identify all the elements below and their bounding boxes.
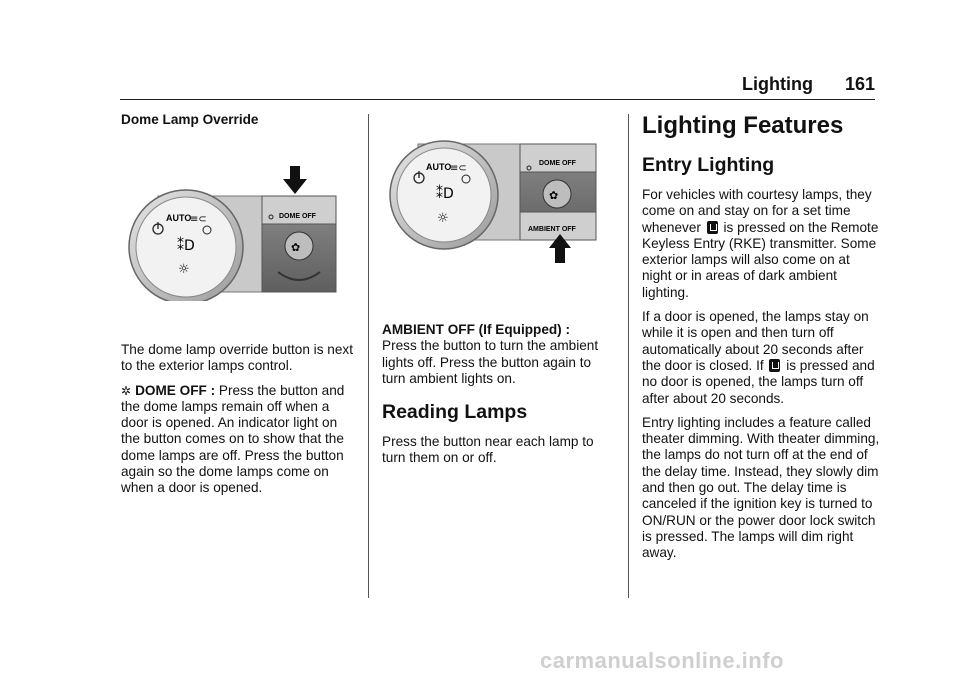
svg-text:⁑D: ⁑D [436, 186, 454, 202]
svg-text:☼: ☼ [437, 211, 449, 226]
svg-text:✿: ✿ [291, 241, 301, 254]
dome-off-text: Press the button and the dome lamps remain off when a door is opened. An indicator light on the button comes on to show that the dome lamps are off. Press the button again so the dome lamps come on when a door is opened. [121, 382, 345, 496]
svg-text:⁑D: ⁑D [177, 238, 195, 254]
remote-lock-icon [707, 221, 718, 234]
svg-text:AUTO: AUTO [166, 213, 192, 223]
entry-lighting-heading: Entry Lighting [642, 154, 775, 176]
section-title: Lighting [742, 74, 813, 94]
reading-lamps-text: Press the button near each lamp to turn them on or off. [382, 434, 594, 466]
ambient-off-label: AMBIENT OFF (If Equipped) : [382, 322, 571, 337]
ambient-off-text: Press the button to turn the ambient lights off. Press the button again to turn ambient lights on. [382, 338, 599, 386]
svg-text:≡⊂: ≡⊂ [190, 214, 207, 225]
svg-text:AUTO: AUTO [426, 162, 452, 172]
dome-lamp-control-figure [128, 166, 340, 301]
svg-text:≡⊂: ≡⊂ [450, 163, 467, 174]
entry-lighting-p3: Entry lighting includes a feature called theater dimming. With theater dimming, the lamps do not turn off at the end of the delay time. Instead, they slowly dim and then go out. The delay time is canceled if the ignition key is turned to ON/RUN or the power door lock switch is pressed. The lamps will dim right away. [642, 414, 880, 561]
dome-off-description [121, 383, 353, 497]
dome-lamp-icon: ✲ [121, 383, 132, 398]
column-divider-2 [628, 114, 629, 598]
svg-text:✿: ✿ [549, 189, 559, 202]
watermark: carmanualsonline.info [540, 648, 784, 673]
column-2-body [382, 322, 614, 475]
svg-text:DOME OFF: DOME OFF [539, 160, 576, 167]
svg-text:DOME OFF: DOME OFF [279, 213, 316, 220]
remote-lock-icon [769, 359, 780, 372]
svg-text:☼: ☼ [178, 262, 190, 277]
lighting-features-heading: Lighting Features [642, 112, 844, 139]
column-1 [121, 112, 353, 136]
svg-text:AMBIENT OFF: AMBIENT OFF [528, 226, 576, 233]
header-rule [120, 99, 875, 100]
entry-lighting-p1: For vehicles with courtesy lamps, they come on and stay on for a set time whenever is pressed on the Remote Keyless Entry (RKE) transmitter. Some exterior lamps will also come on at night or in areas of dark ambient lighting. [642, 187, 879, 300]
page-number: 161 [844, 74, 875, 94]
reading-lamps-heading: Reading Lamps [382, 401, 528, 424]
column-1-body [121, 342, 353, 505]
dome-lamp-intro: The dome lamp override button is next to the exterior lamps control. [121, 342, 353, 374]
column-3 [642, 112, 880, 570]
dome-off-label: DOME OFF : [135, 382, 216, 398]
dome-lamp-subheading: Dome Lamp Override [121, 112, 259, 127]
ambient-control-figure [388, 140, 600, 275]
page-header [120, 74, 875, 100]
column-divider-1 [368, 114, 369, 598]
entry-lighting-p2: If a door is opened, the lamps stay on while it is open and then turn off automatically about 20 seconds after the door is closed. If is pressed and no door is opened, the lamps turn off after about 20 seconds. [642, 309, 875, 406]
